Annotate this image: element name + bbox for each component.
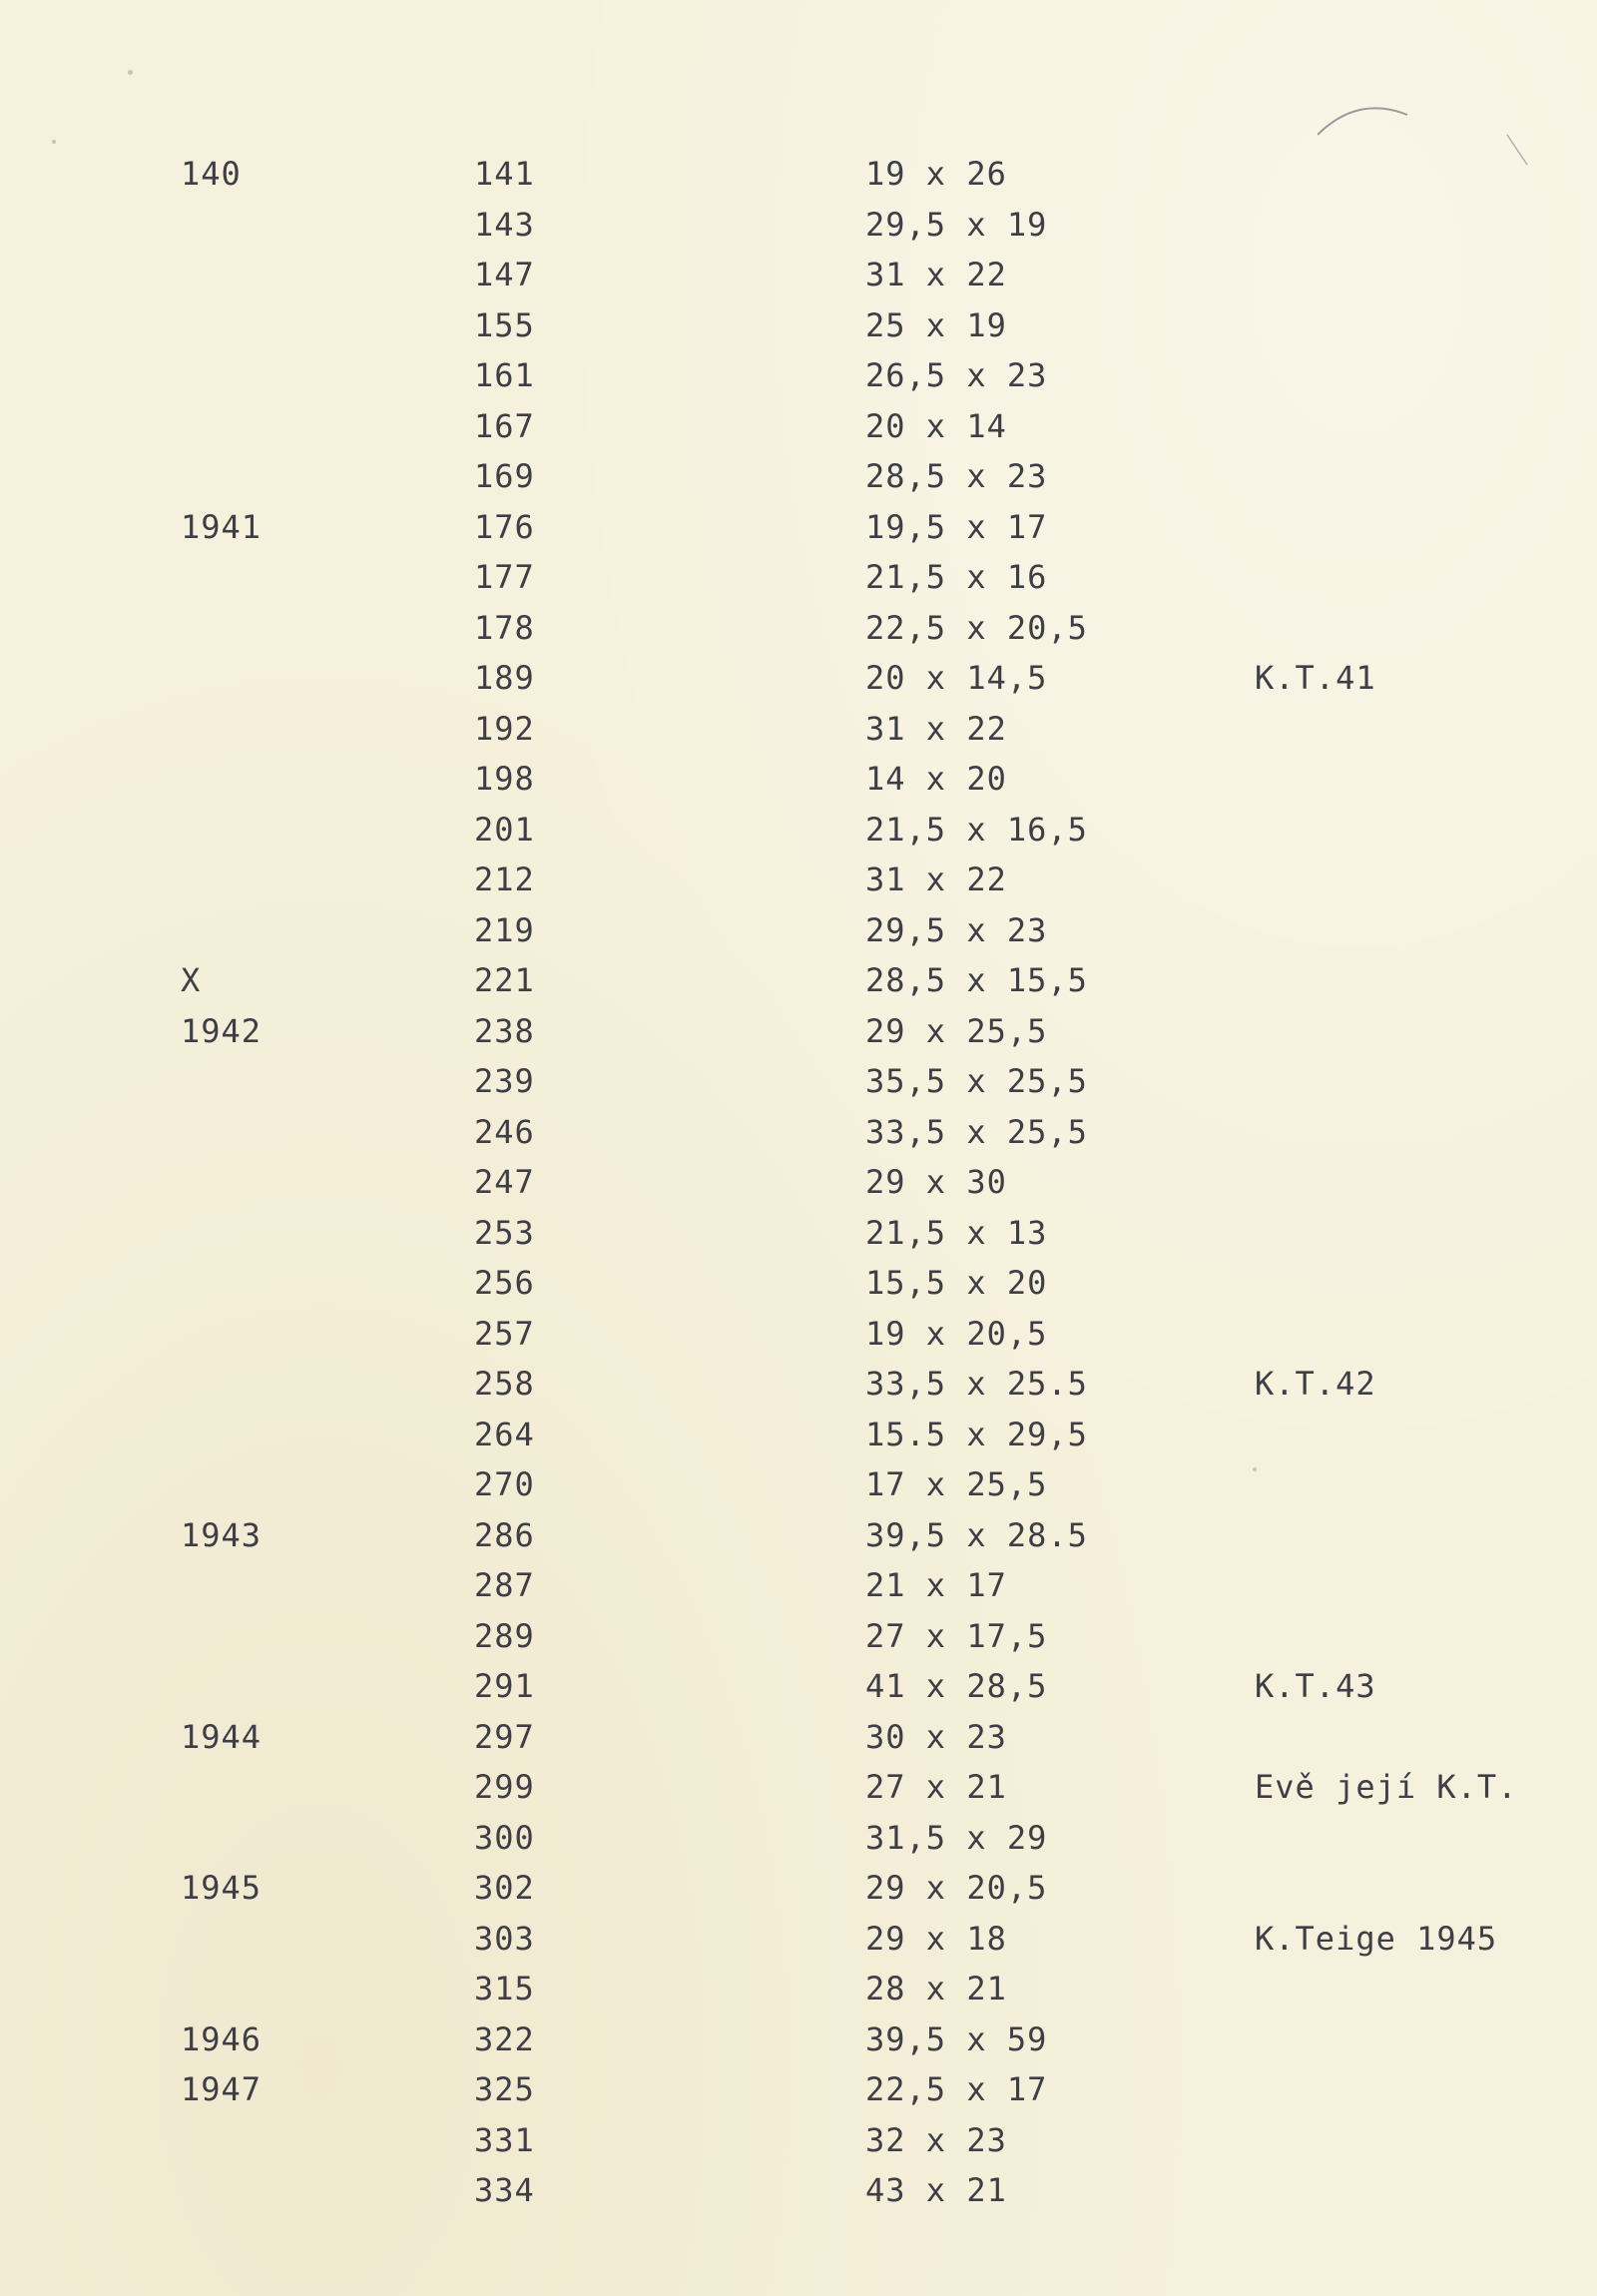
dimensions-cell: 26,5 x 23 (865, 356, 1048, 394)
number-cell: 155 (474, 305, 535, 344)
list-row (0, 1863, 1597, 1913)
dimensions-cell: 17 x 25,5 (865, 1465, 1048, 1503)
dimensions-cell: 27 x 21 (865, 1768, 1007, 1806)
number-cell: 253 (474, 1213, 535, 1252)
number-cell: 189 (474, 659, 535, 697)
number-cell: 286 (474, 1515, 535, 1554)
list-row (0, 1309, 1597, 1359)
dimensions-cell: 22,5 x 20,5 (865, 608, 1088, 647)
number-cell: 258 (474, 1365, 535, 1403)
list-row (0, 1762, 1597, 1812)
year-cell: 1947 (181, 2070, 263, 2108)
year-cell: 140 (181, 155, 242, 193)
year-cell: 1942 (181, 1011, 263, 1050)
dimensions-cell: 15.5 x 29,5 (865, 1415, 1088, 1453)
number-cell: 302 (474, 1869, 535, 1907)
number-cell: 270 (474, 1465, 535, 1503)
list-row (0, 1611, 1597, 1661)
list-row (0, 300, 1597, 350)
list-row (0, 1258, 1597, 1308)
list-row (0, 451, 1597, 501)
dimensions-cell: 27 x 17,5 (865, 1616, 1048, 1655)
list-row (0, 704, 1597, 754)
list-row (0, 1107, 1597, 1157)
dimensions-cell: 31 x 22 (865, 256, 1007, 293)
number-cell: 256 (474, 1264, 535, 1302)
number-cell: 334 (474, 2171, 535, 2209)
number-cell: 176 (474, 507, 535, 546)
list-row (0, 1056, 1597, 1106)
list-row (0, 1208, 1597, 1258)
list-row (0, 250, 1597, 299)
list-row (0, 2165, 1597, 2215)
number-cell: 161 (474, 356, 535, 394)
list-row (0, 1712, 1597, 1762)
number-cell: 192 (474, 709, 535, 748)
number-cell: 287 (474, 1566, 535, 1604)
list-row (0, 200, 1597, 250)
list-row (0, 149, 1597, 199)
list-row (0, 1359, 1597, 1409)
dimensions-cell: 28 x 21 (865, 1970, 1007, 2008)
list-row (0, 1510, 1597, 1560)
number-cell: 143 (474, 205, 535, 244)
dimensions-cell: 21,5 x 16 (865, 558, 1048, 596)
year-cell: X (181, 961, 202, 999)
number-cell: 315 (474, 1970, 535, 2008)
dimensions-cell: 28,5 x 15,5 (865, 961, 1088, 999)
number-cell: 238 (474, 1011, 535, 1050)
number-cell: 331 (474, 2120, 535, 2159)
dimensions-cell: 33,5 x 25,5 (865, 1112, 1088, 1151)
list-row (0, 1661, 1597, 1711)
dimensions-cell: 29 x 20,5 (865, 1869, 1048, 1907)
dimensions-cell: 21,5 x 16,5 (865, 810, 1088, 849)
dimensions-cell: 31 x 22 (865, 709, 1007, 748)
number-cell: 177 (474, 558, 535, 596)
dimensions-cell: 22,5 x 17 (865, 2070, 1048, 2108)
list-row (0, 1560, 1597, 1610)
dimensions-cell: 29 x 25,5 (865, 1011, 1048, 1050)
list-row (0, 653, 1597, 703)
dimensions-cell: 29,5 x 23 (865, 910, 1048, 949)
number-cell: 299 (474, 1768, 535, 1806)
number-cell: 198 (474, 760, 535, 798)
number-cell: 291 (474, 1667, 535, 1705)
list-row (0, 1410, 1597, 1459)
number-cell: 169 (474, 457, 535, 495)
note-cell: K.T.42 (1255, 1365, 1376, 1403)
dimensions-cell: 21,5 x 13 (865, 1213, 1048, 1252)
list-row (0, 502, 1597, 552)
number-cell: 325 (474, 2070, 535, 2108)
dimensions-cell: 31,5 x 29 (865, 1818, 1048, 1857)
list-row (0, 1813, 1597, 1863)
number-cell: 264 (474, 1415, 535, 1453)
note-cell: K.T.43 (1255, 1667, 1376, 1705)
number-cell: 297 (474, 1717, 535, 1756)
list-row (0, 754, 1597, 804)
number-cell: 303 (474, 1919, 535, 1958)
number-cell: 247 (474, 1163, 535, 1201)
number-cell: 167 (474, 406, 535, 445)
list-row (0, 905, 1597, 955)
number-cell: 300 (474, 1818, 535, 1857)
list-row (0, 805, 1597, 855)
list-row (0, 1157, 1597, 1207)
dimensions-cell: 19 x 26 (865, 155, 1007, 193)
number-cell: 201 (474, 810, 535, 849)
dimensions-cell: 19 x 20,5 (865, 1314, 1048, 1353)
list-row (0, 2014, 1597, 2064)
dimensions-cell: 33,5 x 25.5 (865, 1365, 1088, 1403)
dimensions-cell: 32 x 23 (865, 2120, 1007, 2159)
dimensions-cell: 29,5 x 19 (865, 205, 1048, 244)
year-cell: 1943 (181, 1515, 263, 1554)
dimensions-cell: 19,5 x 17 (865, 507, 1048, 546)
list-row (0, 2115, 1597, 2165)
list-row (0, 1964, 1597, 2013)
dimensions-cell: 39,5 x 59 (865, 2019, 1048, 2058)
number-cell: 212 (474, 861, 535, 898)
number-cell: 221 (474, 961, 535, 999)
note-cell: K.T.41 (1255, 659, 1376, 697)
dimensions-cell: 14 x 20 (865, 760, 1007, 798)
dimensions-cell: 20 x 14 (865, 406, 1007, 445)
dimensions-cell: 29 x 30 (865, 1163, 1007, 1201)
list-row (0, 552, 1597, 602)
note-cell: Evě její K.T. (1255, 1768, 1518, 1806)
list-row (0, 955, 1597, 1005)
dimensions-cell: 25 x 19 (865, 305, 1007, 344)
number-cell: 141 (474, 155, 535, 193)
dimensions-cell: 31 x 22 (865, 861, 1007, 898)
year-cell: 1944 (181, 1717, 263, 1756)
list-row (0, 603, 1597, 653)
dimensions-cell: 43 x 21 (865, 2171, 1007, 2209)
dimensions-cell: 28,5 x 23 (865, 457, 1048, 495)
list-row (0, 1914, 1597, 1964)
number-cell: 239 (474, 1062, 535, 1100)
number-cell: 257 (474, 1314, 535, 1353)
list-row (0, 855, 1597, 904)
year-cell: 1941 (181, 507, 263, 546)
dimensions-cell: 29 x 18 (865, 1919, 1007, 1958)
list-row (0, 350, 1597, 400)
dimensions-cell: 15,5 x 20 (865, 1264, 1048, 1302)
year-cell: 1946 (181, 2019, 263, 2058)
number-cell: 219 (474, 910, 535, 949)
dimensions-cell: 30 x 23 (865, 1717, 1007, 1756)
dimensions-cell: 35,5 x 25,5 (865, 1062, 1088, 1100)
number-cell: 289 (474, 1616, 535, 1655)
list-row (0, 1459, 1597, 1509)
year-cell: 1945 (181, 1869, 263, 1907)
list-row (0, 2064, 1597, 2114)
number-cell: 322 (474, 2019, 535, 2058)
number-cell: 246 (474, 1112, 535, 1151)
dimensions-cell: 21 x 17 (865, 1566, 1007, 1604)
note-cell: K.Teige 1945 (1255, 1919, 1498, 1958)
number-cell: 178 (474, 608, 535, 647)
dimensions-cell: 39,5 x 28.5 (865, 1515, 1088, 1554)
number-cell: 147 (474, 256, 535, 293)
list-row (0, 1006, 1597, 1056)
list-row (0, 401, 1597, 451)
dimensions-cell: 41 x 28,5 (865, 1667, 1048, 1705)
dimensions-cell: 20 x 14,5 (865, 659, 1048, 697)
